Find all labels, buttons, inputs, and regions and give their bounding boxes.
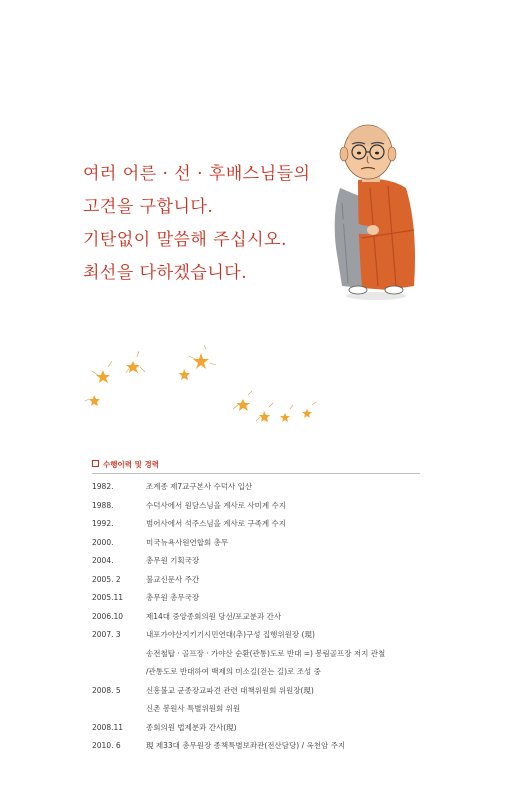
stars-decoration	[80, 345, 340, 435]
history-desc	[146, 534, 422, 553]
history-desc	[146, 737, 422, 756]
history-desc	[146, 719, 422, 738]
history-row	[92, 571, 422, 590]
monk-illustration	[318, 118, 428, 303]
history-row	[92, 552, 422, 571]
history-line: 송전철탑 · 골프장 · 가야산 순환(관통)도로 반대 =) 봉림골프장 저지 관철	[146, 648, 386, 658]
history-row	[92, 626, 422, 682]
history-row	[92, 534, 422, 553]
history-desc	[146, 571, 422, 590]
history-row	[92, 719, 422, 738]
history-year: 1982.	[92, 482, 114, 491]
history-year: 2005.11	[92, 593, 124, 602]
history-line: /관통도로 반대하여 백제의 미소길(걷는 길)로 조성 중	[146, 667, 321, 676]
headline-line: 여러 어른 · 선 · 후배스님들의	[83, 164, 311, 184]
history-row	[92, 478, 422, 497]
section-divider	[92, 473, 420, 474]
history-year: 2004.	[92, 556, 114, 565]
history-year: 2008. 5	[92, 685, 121, 695]
history-desc	[146, 552, 422, 571]
history-year: 1988.	[92, 500, 114, 510]
history-line: 신흥불교 군종장교파견 관련 대책위원회 위원장(現)	[146, 685, 314, 695]
history-row	[92, 682, 422, 719]
history-year: 2006.10	[92, 611, 124, 621]
history-desc	[146, 589, 422, 608]
history-desc	[146, 515, 422, 534]
history-year: 2005. 2	[92, 574, 121, 584]
history-year: 1992.	[92, 519, 114, 528]
history-line: 내포가야산지키기시민연대(추)구성 집행위원장 (現)	[146, 630, 315, 639]
headline	[83, 158, 310, 290]
history-row	[92, 589, 422, 608]
history-row	[92, 608, 422, 627]
history-row	[92, 497, 422, 516]
history-line: 불교신문사 주간	[146, 574, 200, 584]
history-list	[92, 478, 422, 756]
headline-line: 기탄없이 말씀해 주십시오.	[83, 230, 287, 250]
headline-line: 고견을 구합니다.	[83, 197, 214, 217]
section-title	[92, 459, 159, 470]
section-title-text: 수행이력 및 경력	[103, 460, 159, 469]
history-year: 2007. 3	[92, 630, 121, 639]
history-line: 신촌 봉원사 특별위원회 위원	[146, 704, 241, 713]
history-line: 조계종 제7교구본사 수덕사 입산	[146, 482, 253, 491]
history-year: 2000.	[92, 537, 114, 547]
history-line: 제14대 중앙종회의원 당선/포교분과 간사	[146, 611, 282, 621]
history-desc	[146, 608, 422, 627]
history-desc	[146, 497, 422, 516]
history-line: 총무원 총무국장	[146, 593, 200, 602]
history-line: 수덕사에서 원담스님을 계사로 사미계 수지	[146, 500, 286, 510]
square-bullet-icon	[92, 460, 99, 467]
history-desc	[146, 478, 422, 497]
history-line: 現 제33대 총무원장 종책특별보좌관(전산담당) / 옥천암 주지	[146, 741, 346, 750]
history-line: 범어사에서 석주스님을 계사로 구족계 수지	[146, 519, 286, 528]
history-line: 미국뉴욕사원연합회 총무	[146, 537, 229, 547]
history-row	[92, 737, 422, 756]
history-desc	[146, 626, 422, 682]
history-desc	[146, 682, 422, 719]
history-line: 종회의원 법제분과 간사(現)	[146, 722, 237, 732]
history-row	[92, 515, 422, 534]
history-line: 총무원 기획국장	[146, 556, 200, 565]
history-year: 2010. 6	[92, 741, 121, 750]
history-year: 2008.11	[92, 722, 124, 732]
headline-line: 최선을 다하겠습니다.	[83, 263, 248, 283]
